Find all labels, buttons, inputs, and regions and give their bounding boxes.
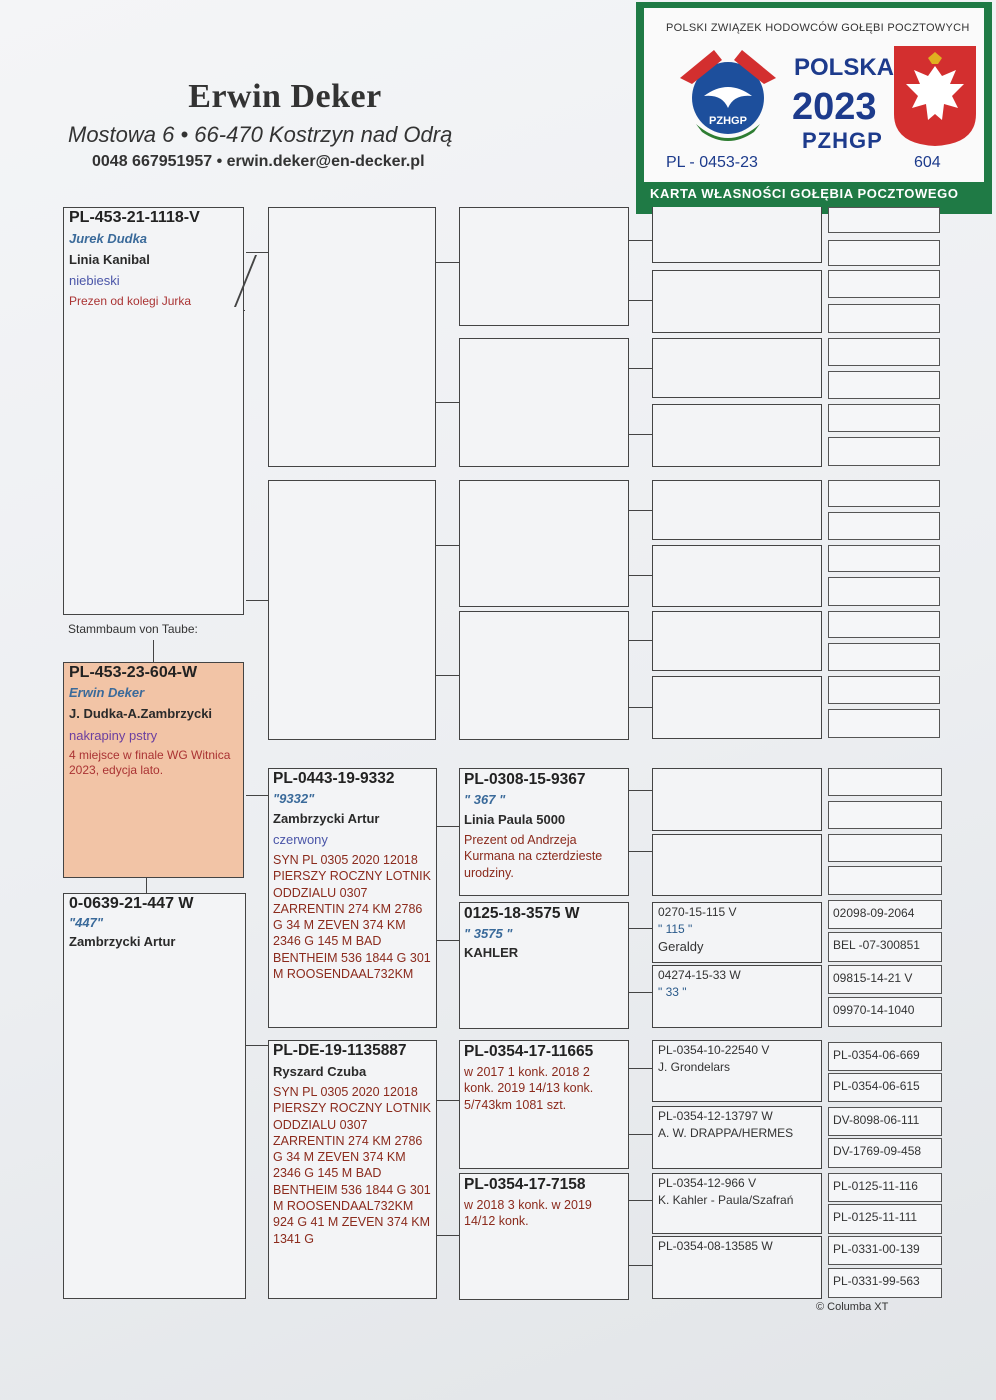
empty-ancestor-box (828, 338, 940, 366)
empty-ancestor-box (828, 801, 942, 829)
empty-ancestor-box (828, 437, 940, 466)
gen5-box: PL-0354-06-615 (828, 1073, 942, 1102)
gen5-box: BEL -07-300851 (828, 932, 942, 962)
connector (437, 1100, 459, 1101)
connector (629, 575, 652, 576)
dam-dam-owner: Ryszard Czuba (273, 1064, 367, 1079)
gen4-box-4 (652, 1106, 822, 1169)
dsire-sire-name: " 367 " (464, 792, 506, 807)
gen4-ring: PL-0354-10-22540 V (658, 1043, 770, 1057)
gen5-box: PL-0331-99-563 (828, 1268, 942, 1298)
breeder-contact: 0048 667951957 • erwin.deker@en-decker.pl (92, 153, 425, 170)
connector (629, 640, 652, 641)
ownership-card (636, 2, 992, 214)
empty-ancestor-box (828, 304, 940, 333)
connector (436, 262, 459, 263)
connector (629, 434, 652, 435)
connector (244, 310, 245, 311)
connector (436, 402, 459, 403)
ownership-card-face (644, 8, 984, 182)
gen5-box: 09815-14-21 V (828, 965, 942, 994)
empty-ancestor-box (828, 371, 940, 399)
connector (629, 1068, 652, 1069)
gen5-box: PL-0331-00-139 (828, 1236, 942, 1265)
polish-eagle-icon (892, 44, 978, 148)
dam-sire-name: "9332" (273, 791, 315, 806)
pzhgp-logo-icon (674, 38, 782, 150)
empty-ancestor-box (652, 480, 822, 540)
gen5-box: PL-0125-11-111 (828, 1204, 942, 1234)
card-number: 604 (914, 154, 941, 171)
connector (629, 928, 652, 929)
gen4-owner: A. W. DRAPPA/HERMES (658, 1126, 794, 1140)
pedigree-label: Stammbaum von Taube: (68, 622, 198, 636)
empty-ancestor-box (828, 207, 940, 233)
dam-sire-achievements: SYN PL 0305 2020 12018 PIERSZY ROCZNY LOTNIK ODDZIALU 0307 ZARRENTIN 274 KM 2786 G 34 M ZEVEN 374 KM 2346 G 145 M BAD BENTHEIM 536 1844 G 301 M ROOSENDAAL732KM (273, 853, 431, 982)
connector (629, 368, 652, 369)
sire-ring: PL-453-21-1118-V (69, 209, 200, 226)
connector (629, 240, 652, 241)
dam-box (63, 893, 246, 1299)
empty-ancestor-box (828, 512, 940, 540)
empty-ancestor-box (828, 480, 940, 507)
connector (436, 545, 459, 546)
breeder-name: Erwin Deker (188, 78, 382, 115)
gen5-box: DV-1769-09-458 (828, 1138, 942, 1168)
gen4-name: " 33 " (658, 985, 687, 999)
gen4-ring: PL-0354-12-966 V (658, 1176, 757, 1190)
subject-name: Erwin Deker (69, 685, 145, 700)
connector (246, 252, 268, 253)
dam-dam-achievements: SYN PL 0305 2020 12018 PIERSZY ROCZNY LOTNIK ODDZIALU 0307 ZARRENTIN 274 KM 2786 G 34 M ZEVEN 374 KM 2346 G 145 M BAD BENTHEIM 536 1844 G 301 M ROOSENDAAL732KM 924 G 41 M ZEVEN 374 KM 1341 G (273, 1085, 431, 1246)
gen4-box-5 (652, 1173, 822, 1234)
connector (246, 1045, 268, 1046)
subject-color: nakrapiny pstry (69, 728, 158, 743)
gen4-box-2 (652, 965, 822, 1028)
dam-name: "447" (69, 915, 104, 930)
empty-ancestor-box (828, 240, 940, 266)
empty-ancestor-box (652, 676, 822, 739)
gen5-box: PL-0125-11-116 (828, 1173, 942, 1202)
gen4-ring: PL-0354-12-13797 W (658, 1109, 773, 1123)
card-title: KARTA WŁASNOŚCI GOŁĘBIA POCZTOWEGO (650, 186, 959, 201)
dam-dam-box (268, 1040, 437, 1299)
connector (436, 675, 459, 676)
gen4-ring: PL-0354-08-13585 W (658, 1239, 773, 1253)
sire-name: Jurek Dudka (69, 231, 148, 246)
subject-note: 4 miejsce w finale WG Witnica 2023, edycja lato. (69, 748, 231, 777)
empty-ancestor-box (828, 643, 940, 671)
footer-credit: © Columba XT (816, 1301, 889, 1313)
empty-ancestor-box (652, 404, 822, 467)
gen4-owner: Geraldy (658, 939, 704, 954)
gen4-name: " 115 " (658, 922, 693, 936)
empty-ancestor-box (828, 611, 940, 638)
dam-sire-owner: Zambrzycki Artur (273, 811, 380, 826)
sire-color: niebieski (69, 273, 120, 288)
connector (629, 1265, 652, 1266)
connector (629, 1200, 652, 1201)
empty-ancestor-box (652, 768, 822, 831)
ddam-sire-note: w 2017 1 konk. 2018 2 konk. 2019 14/13 konk. 5/743km 1081 szt. (464, 1065, 594, 1112)
empty-ancestor-box (828, 404, 940, 432)
card-org: PZHGP (802, 128, 883, 153)
dam-owner: Zambrzycki Artur (69, 934, 176, 949)
gen5-box: 09970-14-1040 (828, 997, 942, 1027)
gen4-box-6 (652, 1236, 822, 1299)
gen5-box: DV-8098-06-111 (828, 1107, 942, 1136)
dam-sire-box (268, 768, 437, 1028)
empty-ancestor-box (652, 338, 822, 398)
empty-ancestor-box (652, 545, 822, 607)
connector (246, 795, 268, 796)
sire-sire-box (268, 207, 436, 467)
dsire-sire-line: Linia Paula 5000 (464, 812, 566, 827)
breeder-address: Mostowa 6 • 66-470 Kostrzyn nad Odrą (68, 122, 453, 147)
dam-sire-ring: PL-0443-19-9332 (273, 770, 395, 787)
gen5-box: 02098-09-2064 (828, 900, 942, 929)
gen4-ring: 04274-15-33 W (658, 968, 741, 982)
card-year: 2023 (792, 86, 877, 128)
empty-ancestor-box (828, 545, 940, 572)
connector (629, 510, 652, 511)
dam-dam-ring: PL-DE-19-1135887 (273, 1042, 407, 1059)
connector (146, 878, 147, 894)
ddam-dam-box (459, 1173, 629, 1300)
connector (629, 790, 652, 791)
empty-ancestor-box (652, 207, 822, 263)
empty-ancestor-box (828, 577, 940, 606)
empty-ancestor-box (459, 611, 629, 740)
connector (629, 300, 652, 301)
gen4-box-1 (652, 902, 822, 963)
connector (629, 851, 652, 852)
sire-note: Prezen od kolegi Jurka (69, 294, 192, 308)
empty-ancestor-box (652, 611, 822, 671)
sire-dam-box (268, 480, 436, 740)
gen5-box: PL-0354-06-669 (828, 1042, 942, 1071)
dsire-dam-owner: KAHLER (464, 945, 519, 960)
dsire-dam-box (459, 902, 629, 1029)
gen4-owner: J. Grondelars (658, 1060, 731, 1074)
empty-ancestor-box (828, 834, 942, 862)
empty-ancestor-box (828, 768, 942, 796)
card-ring-number: PL - 0453-23 (666, 154, 758, 171)
connector (629, 1134, 652, 1135)
dsire-sire-note: Prezent od Andrzeja Kurmana na czterdzieste urodziny. (464, 833, 603, 880)
connector (629, 992, 652, 993)
subject-box (63, 662, 244, 878)
gen4-box-3 (652, 1040, 822, 1102)
empty-ancestor-box (828, 709, 940, 738)
ddam-sire-box (459, 1040, 629, 1169)
empty-ancestor-box (828, 270, 940, 298)
gen4-ring: 0270-15-115 V (658, 905, 737, 919)
dsire-dam-name: " 3575 " (464, 926, 513, 941)
connector (437, 940, 459, 941)
empty-ancestor-box (652, 834, 822, 896)
empty-ancestor-box (652, 270, 822, 333)
dam-ring: 0-0639-21-447 W (69, 895, 194, 912)
dsire-dam-ring: 0125-18-3575 W (464, 905, 580, 922)
empty-ancestor-box (459, 480, 629, 607)
connector (629, 707, 652, 708)
ddam-dam-note: w 2018 3 konk. w 2019 14/12 konk. (464, 1198, 592, 1229)
empty-ancestor-box (828, 866, 942, 895)
sire-line: Linia Kanibal (69, 252, 150, 267)
empty-ancestor-box (459, 338, 629, 467)
subject-owner: J. Dudka-A.Zambrzycki (69, 706, 213, 721)
dam-sire-color: czerwony (273, 832, 328, 847)
ddam-sire-ring: PL-0354-17-11665 (464, 1043, 594, 1060)
card-country: POLSKA (794, 54, 895, 81)
empty-ancestor-box (828, 676, 940, 704)
connector (246, 600, 268, 601)
card-association: POLSKI ZWIĄZEK HODOWCÓW GOŁĘBI POCZTOWYCH (666, 22, 970, 34)
connector (437, 826, 459, 827)
logo-text: PZHGP (709, 115, 747, 127)
sire-box (63, 207, 244, 615)
dsire-sire-ring: PL-0308-15-9367 (464, 771, 586, 788)
connector (153, 640, 154, 662)
ddam-dam-ring: PL-0354-17-7158 (464, 1176, 586, 1193)
gen4-owner: K. Kahler - Paula/Szafrań (658, 1193, 794, 1207)
empty-ancestor-box (459, 207, 629, 326)
dsire-sire-box (459, 768, 629, 896)
subject-ring: PL-453-23-604-W (69, 664, 198, 681)
connector (437, 1235, 459, 1236)
